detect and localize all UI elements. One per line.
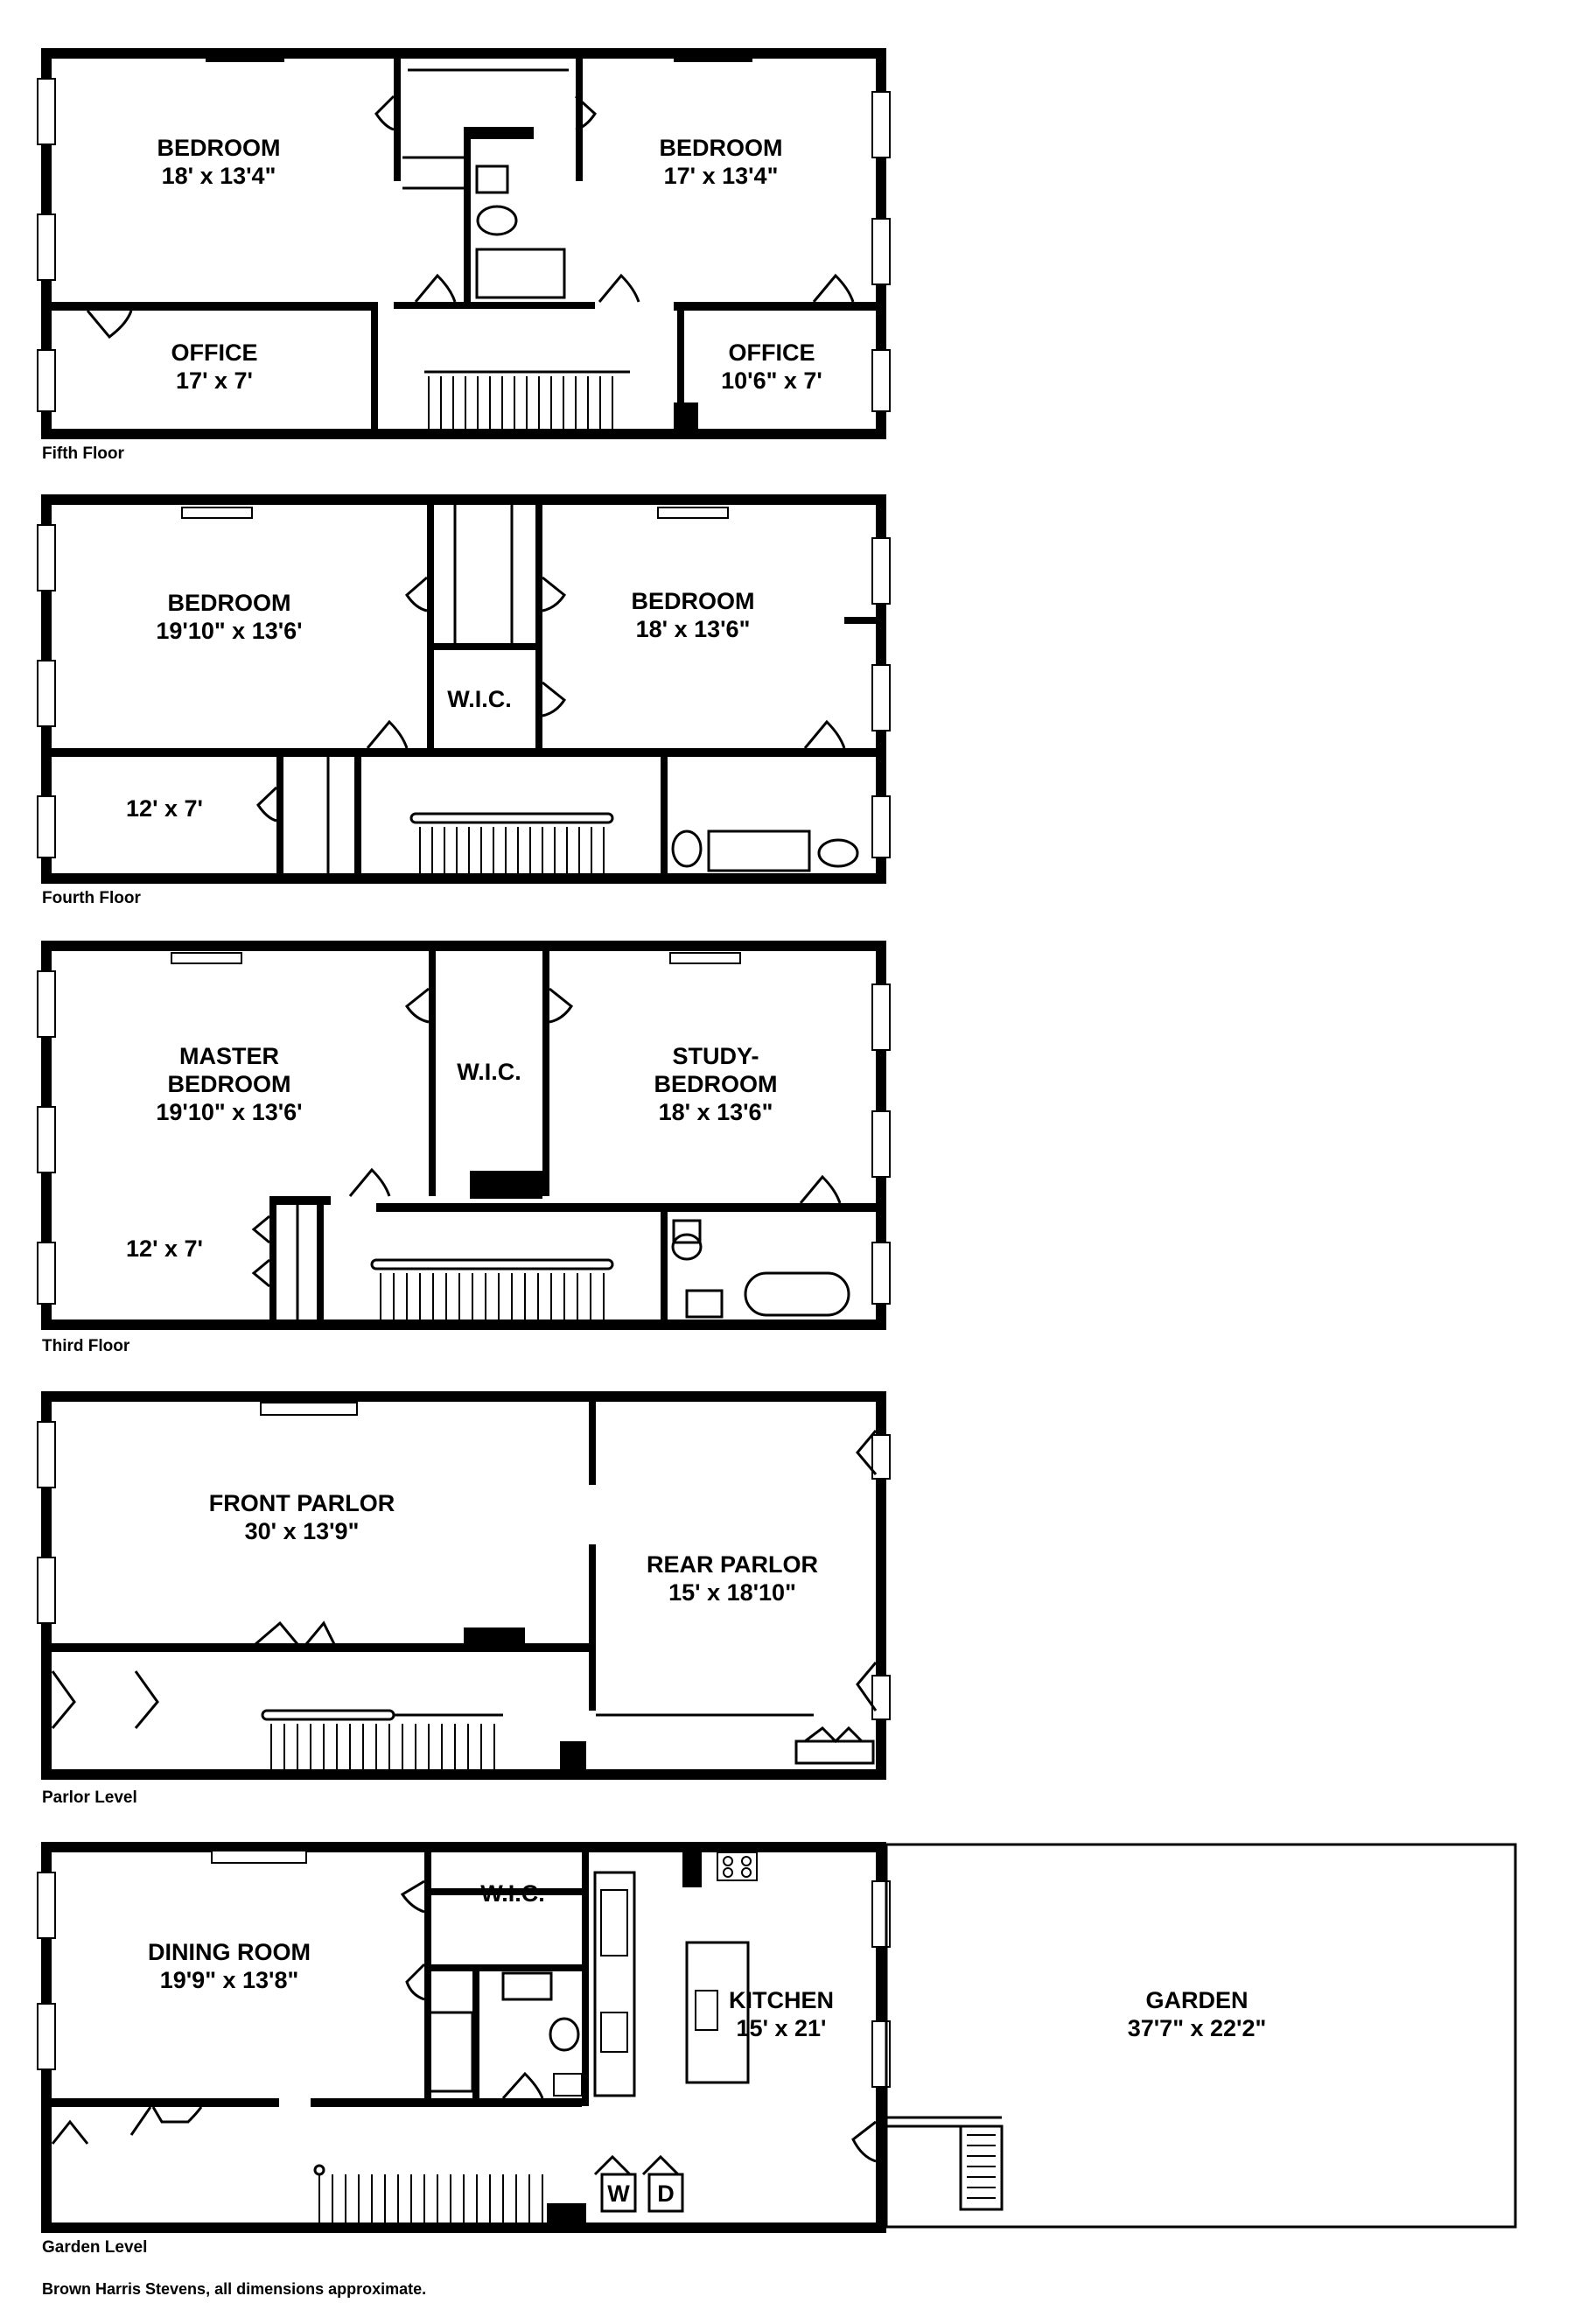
sink bbox=[819, 840, 857, 866]
door-swing bbox=[416, 276, 455, 302]
bathtub bbox=[709, 831, 809, 871]
fireplace bbox=[674, 48, 752, 62]
room-name: KITCHEN bbox=[729, 1987, 834, 2013]
door-swing bbox=[599, 276, 639, 302]
room-size: 37'7" x 22'2" bbox=[1127, 2015, 1267, 2041]
fireplace bbox=[670, 953, 740, 963]
staircase bbox=[372, 1260, 612, 1320]
room-size: 19'10" x 13'6' bbox=[156, 618, 303, 644]
wall bbox=[431, 1964, 589, 1971]
window bbox=[872, 984, 890, 1050]
window bbox=[872, 350, 890, 411]
wall bbox=[472, 1971, 479, 2098]
door-swing bbox=[853, 2122, 876, 2161]
range bbox=[717, 1852, 757, 1880]
washer-label: W bbox=[607, 2180, 630, 2207]
window bbox=[38, 796, 55, 858]
wall bbox=[41, 48, 886, 59]
wall bbox=[394, 302, 595, 309]
floor-caption: Fifth Floor bbox=[42, 444, 124, 463]
wall bbox=[52, 2098, 279, 2107]
door-swing bbox=[52, 1671, 157, 1728]
room-size: 17' x 13'4" bbox=[663, 163, 779, 189]
toilet bbox=[478, 206, 516, 234]
wall bbox=[41, 1842, 886, 1852]
room-size: 10'6" x 7' bbox=[721, 368, 822, 394]
burner bbox=[724, 1857, 732, 1866]
room-name-line2: BEDROOM bbox=[167, 1071, 291, 1097]
wall bbox=[52, 748, 876, 757]
wall bbox=[589, 1544, 596, 1711]
door-swing bbox=[805, 722, 844, 748]
window bbox=[38, 350, 55, 411]
wall bbox=[464, 1628, 525, 1652]
window bbox=[38, 525, 55, 591]
built-in bbox=[796, 1741, 873, 1763]
room-size: 30' x 13'9" bbox=[244, 1518, 360, 1544]
wall bbox=[376, 1203, 876, 1212]
wall bbox=[41, 873, 886, 884]
window bbox=[38, 1558, 55, 1623]
third-floor-plan bbox=[38, 941, 890, 1355]
window bbox=[872, 1242, 890, 1304]
wall bbox=[844, 617, 876, 624]
room-name: DINING ROOM bbox=[148, 1939, 311, 1965]
parlor-level-plan bbox=[38, 1391, 890, 1807]
wall bbox=[589, 1402, 596, 1485]
wall bbox=[547, 2203, 586, 2222]
window bbox=[38, 214, 55, 280]
toilet bbox=[550, 2019, 578, 2050]
window bbox=[38, 2004, 55, 2069]
room-size: 18' x 13'6" bbox=[658, 1099, 773, 1125]
wall bbox=[560, 1741, 586, 1769]
room-size: 12' x 7' bbox=[126, 1236, 203, 1262]
window bbox=[872, 538, 890, 604]
wall bbox=[464, 127, 534, 139]
wall bbox=[427, 643, 542, 650]
room-name: BEDROOM bbox=[157, 135, 281, 161]
door-swing bbox=[367, 722, 407, 748]
staircase bbox=[411, 814, 612, 873]
fireplace bbox=[182, 508, 252, 518]
door-swing bbox=[542, 578, 564, 611]
staircase bbox=[424, 372, 630, 429]
window bbox=[872, 219, 890, 284]
wall bbox=[41, 1320, 886, 1330]
window bbox=[38, 1872, 55, 1938]
room-name-line1: STUDY- bbox=[672, 1043, 759, 1069]
fifth-floor-plan bbox=[38, 48, 890, 463]
garden-steps bbox=[886, 2118, 1002, 2209]
window bbox=[38, 1107, 55, 1172]
wall bbox=[269, 1196, 276, 1320]
cabinet bbox=[601, 2012, 627, 2052]
wall bbox=[427, 505, 434, 748]
wall bbox=[576, 59, 583, 181]
wall bbox=[371, 302, 378, 429]
wall bbox=[674, 402, 698, 429]
wall bbox=[429, 951, 436, 1196]
wall bbox=[317, 1203, 324, 1320]
staircase bbox=[315, 2166, 542, 2222]
floor-caption: Fourth Floor bbox=[42, 889, 141, 907]
wall bbox=[542, 951, 549, 1196]
floor-caption: Third Floor bbox=[42, 1337, 130, 1355]
wall bbox=[52, 302, 375, 311]
vanity bbox=[554, 2074, 582, 2096]
room-size: 18' x 13'4" bbox=[161, 163, 276, 189]
room-size: 15' x 18'10" bbox=[668, 1579, 796, 1606]
room-name: GARDEN bbox=[1145, 1987, 1249, 2013]
door-swing bbox=[549, 989, 571, 1022]
wall bbox=[582, 1852, 589, 2106]
room-name: REAR PARLOR bbox=[646, 1551, 819, 1578]
room-name: W.I.C. bbox=[480, 1880, 545, 1907]
bathtub bbox=[429, 2012, 472, 2091]
wall bbox=[41, 1391, 886, 1402]
room-name: BEDROOM bbox=[167, 590, 291, 616]
footer-disclaimer: Brown Harris Stevens, all dimensions approximate. bbox=[42, 2280, 427, 2298]
window bbox=[872, 92, 890, 158]
sink bbox=[696, 1991, 717, 2030]
window bbox=[38, 1422, 55, 1488]
room-size: 15' x 21' bbox=[736, 2015, 827, 2041]
wall bbox=[276, 748, 283, 873]
door-swing bbox=[814, 276, 853, 302]
wall bbox=[470, 1171, 542, 1199]
wall bbox=[535, 505, 542, 748]
floor-caption: Parlor Level bbox=[42, 1788, 137, 1807]
wall bbox=[661, 1203, 668, 1320]
wall bbox=[311, 2098, 582, 2107]
door-swing bbox=[350, 1170, 389, 1196]
room-name: OFFICE bbox=[728, 340, 815, 366]
wall bbox=[394, 59, 401, 181]
door-swing bbox=[52, 2107, 201, 2144]
dryer-label: D bbox=[657, 2180, 675, 2207]
cabinet bbox=[601, 1890, 627, 1956]
door-swing bbox=[254, 1216, 269, 1286]
room-name: BEDROOM bbox=[631, 588, 755, 614]
fireplace bbox=[171, 953, 241, 963]
door-swing bbox=[407, 989, 429, 1022]
fireplace bbox=[212, 1851, 306, 1863]
garden-level-plan bbox=[38, 1842, 1515, 2257]
window bbox=[872, 796, 890, 858]
room-name-line2: BEDROOM bbox=[654, 1071, 778, 1097]
bathtub bbox=[477, 249, 564, 298]
burner bbox=[742, 1868, 751, 1877]
wall bbox=[354, 748, 361, 873]
window bbox=[872, 665, 890, 731]
room-name: BEDROOM bbox=[659, 135, 783, 161]
room-size: 18' x 13'6" bbox=[635, 616, 751, 642]
wall bbox=[41, 941, 886, 951]
room-name: FRONT PARLOR bbox=[208, 1490, 395, 1516]
window bbox=[38, 971, 55, 1037]
door-swing bbox=[595, 2157, 678, 2174]
fireplace bbox=[206, 48, 284, 62]
floor-caption: Garden Level bbox=[42, 2238, 148, 2257]
wall bbox=[41, 494, 886, 505]
bathtub bbox=[745, 1273, 849, 1315]
window bbox=[872, 1111, 890, 1177]
door-swing bbox=[402, 1881, 424, 1912]
room-size: 12' x 7' bbox=[126, 795, 203, 822]
door-swing bbox=[542, 682, 564, 716]
window bbox=[872, 1676, 890, 1719]
door-swing bbox=[857, 1431, 876, 1711]
room-name: W.I.C. bbox=[447, 686, 512, 712]
fireplace bbox=[658, 508, 728, 518]
door-swing bbox=[801, 1177, 840, 1203]
wall bbox=[682, 1852, 702, 1887]
window bbox=[38, 79, 55, 144]
door-swing bbox=[87, 311, 131, 337]
window bbox=[38, 661, 55, 726]
room-name-line1: MASTER bbox=[179, 1043, 279, 1069]
door-swing bbox=[407, 1964, 424, 1999]
room-name: W.I.C. bbox=[457, 1059, 521, 1085]
wall bbox=[41, 2222, 886, 2233]
wall bbox=[674, 302, 876, 311]
wall bbox=[41, 1769, 886, 1780]
burner bbox=[724, 1868, 732, 1877]
door-swing bbox=[258, 788, 276, 821]
burner bbox=[742, 1857, 751, 1866]
room-size: 17' x 7' bbox=[176, 368, 253, 394]
staircase bbox=[262, 1711, 503, 1769]
door-swing bbox=[376, 96, 394, 130]
door-swing bbox=[503, 2074, 542, 2098]
room-name: OFFICE bbox=[171, 340, 258, 366]
wall bbox=[41, 429, 886, 439]
room-size: 19'10" x 13'6' bbox=[156, 1099, 303, 1125]
sink bbox=[687, 1291, 722, 1317]
toilet bbox=[673, 831, 701, 866]
window bbox=[38, 1242, 55, 1304]
wall bbox=[464, 127, 471, 302]
room-size: 19'9" x 13'8" bbox=[159, 1967, 299, 1993]
door-swing bbox=[407, 578, 427, 611]
fireplace bbox=[261, 1403, 357, 1415]
sink bbox=[503, 1973, 551, 1999]
toilet bbox=[477, 166, 507, 192]
door-swing bbox=[805, 1728, 862, 1741]
fourth-floor-plan bbox=[38, 494, 890, 907]
wall bbox=[661, 748, 668, 873]
toilet bbox=[673, 1235, 701, 1259]
